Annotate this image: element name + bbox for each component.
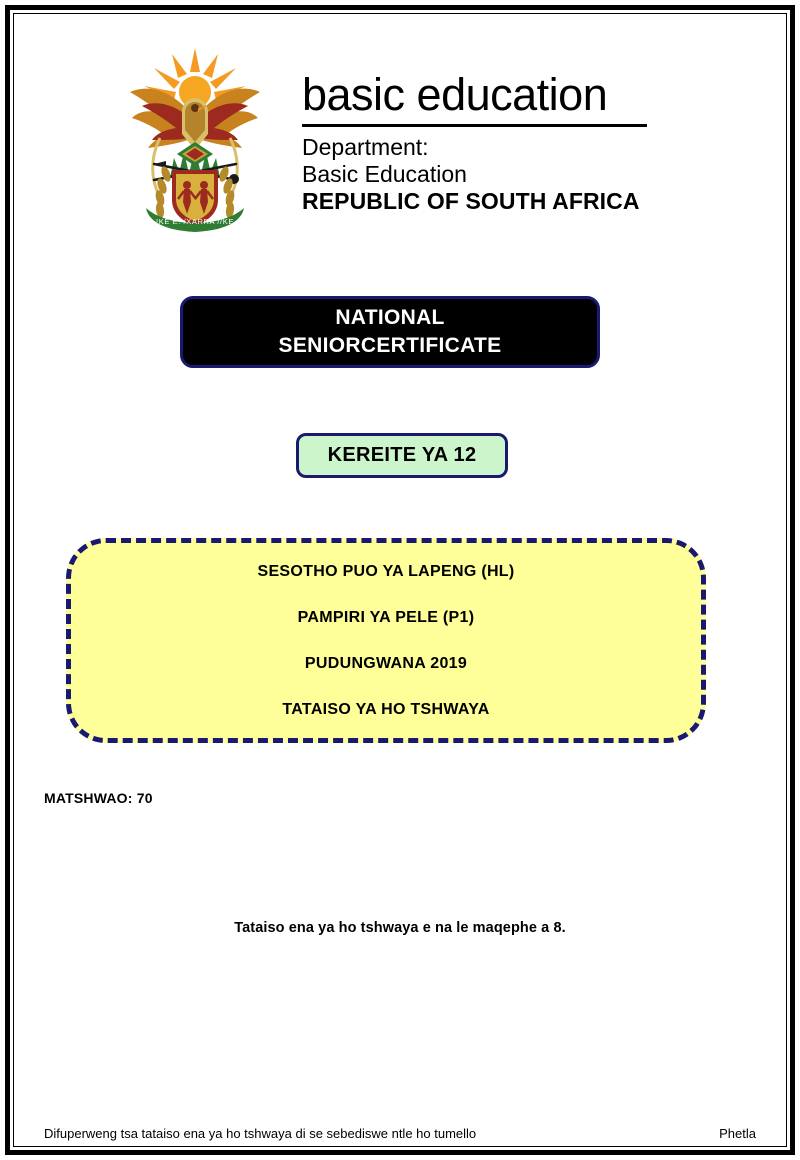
- certificate-banner-line1: NATIONAL: [335, 306, 445, 329]
- wordmark-divider: [302, 124, 647, 127]
- department-wordmark: [302, 42, 647, 215]
- copyright-notice: Difuperweng tsa tataiso ena ya ho tshwaya di se sebediswe ntle ho tumello: [44, 1126, 477, 1141]
- grade-box: [296, 433, 508, 478]
- subject-name: SESOTHO PUO YA LAPENG (HL): [257, 562, 515, 580]
- turn-over-label: Phetla: [719, 1126, 756, 1141]
- coat-of-arms-motto: !KE E: /XARRA //KE: [156, 217, 234, 226]
- department-label: Department:: [302, 134, 429, 160]
- south-african-coat-of-arms-icon: [110, 42, 280, 232]
- certificate-banner-line2: SENIORCERTIFICATE: [278, 334, 502, 357]
- document-header: [110, 42, 690, 242]
- department-name: Basic Education: [302, 161, 467, 187]
- subject-details-box: [66, 538, 706, 743]
- brand-title: basic education: [302, 69, 608, 120]
- country-name: REPUBLIC OF SOUTH AFRICA: [302, 188, 640, 214]
- exam-session: PUDUNGWANA 2019: [304, 654, 468, 672]
- certificate-banner: [180, 296, 600, 368]
- page-count-note: Tataiso ena ya ho tshwaya e na le maqephe a 8.: [234, 920, 566, 936]
- total-marks: MATSHWAO: 70: [44, 790, 153, 806]
- grade-label: KEREITE YA 12: [327, 444, 477, 466]
- page-footer: [44, 1126, 756, 1141]
- paper-number: PAMPIRI YA PELE (P1): [297, 608, 475, 626]
- document-type: TATAISO YA HO TSHWAYA: [282, 700, 490, 718]
